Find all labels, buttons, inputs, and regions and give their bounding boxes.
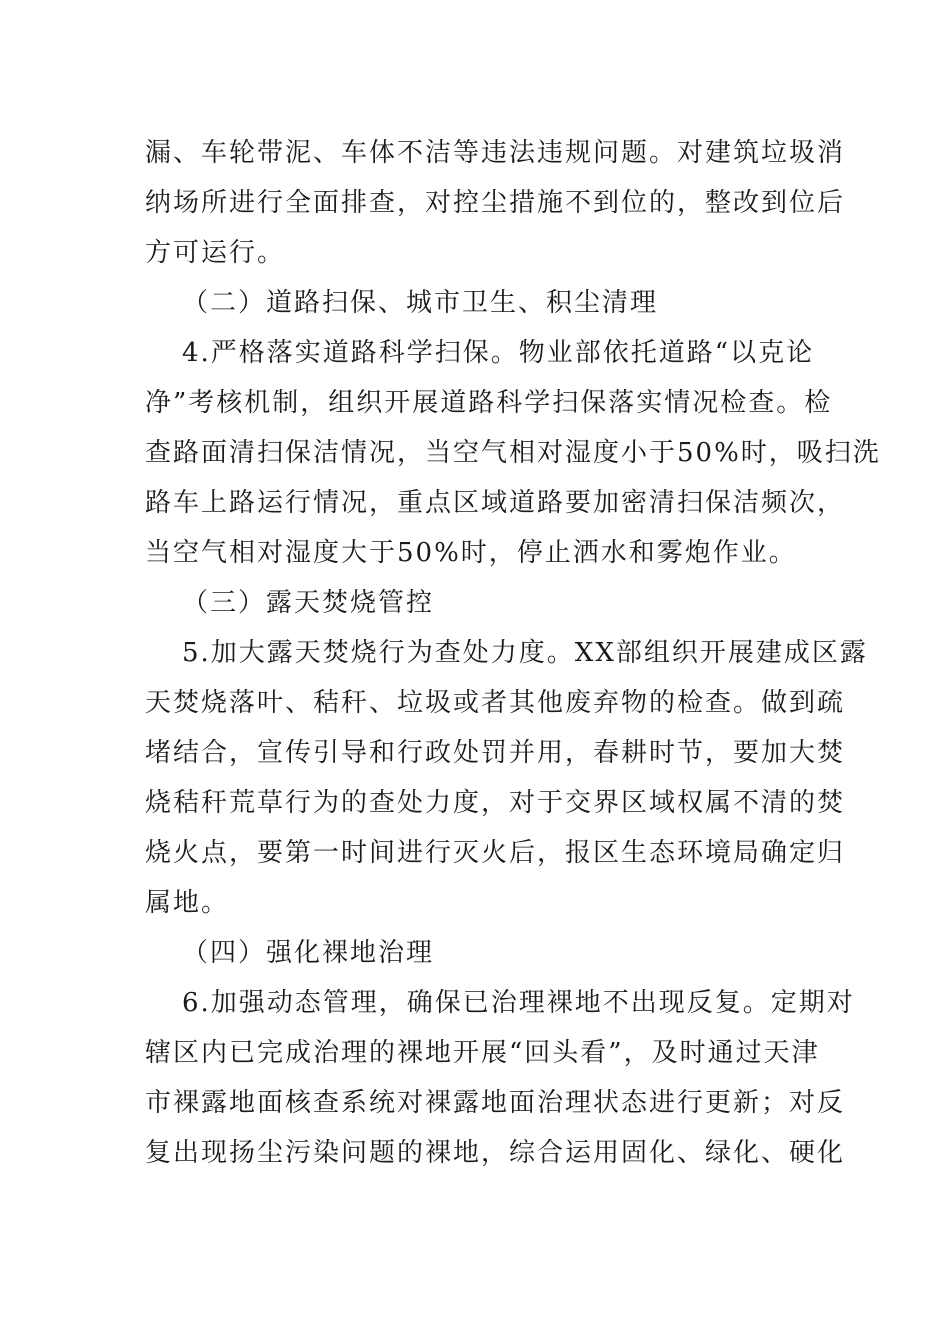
body-text-line: 方可运行。 bbox=[145, 238, 286, 268]
body-text-line: 属地。 bbox=[145, 888, 230, 918]
section-heading: （三）露天焚烧管控 bbox=[182, 588, 435, 618]
body-text-line: 路车上路运行情况，重点区域道路要加密清扫保洁频次， bbox=[145, 488, 846, 518]
body-text-line: 纳场所进行全面排查，对控尘措施不到位的，整改到位后 bbox=[145, 188, 846, 218]
section-heading: （二）道路扫保、城市卫生、积尘清理 bbox=[182, 288, 659, 318]
paragraph-start-line: 6.加强动态管理，确保已治理裸地不出现反复。定期对 bbox=[182, 988, 855, 1018]
body-text-line: 市裸露地面核查系统对裸露地面治理状态进行更新；对反 bbox=[145, 1088, 846, 1118]
body-text-line: 烧火点，要第一时间进行灭火后，报区生态环境局确定归 bbox=[145, 838, 846, 868]
paragraph-start-line: 4.严格落实道路科学扫保。物业部依托道路“以克论 bbox=[182, 338, 815, 368]
body-text-line: 当空气相对湿度大于50%时，停止洒水和雾炮作业。 bbox=[145, 538, 797, 568]
body-text-line: 漏、车轮带泥、车体不洁等违法违规问题。对建筑垃圾消 bbox=[145, 138, 846, 168]
section-heading: （四）强化裸地治理 bbox=[182, 938, 435, 968]
body-text-line: 查路面清扫保洁情况，当空气相对湿度小于50%时，吸扫洗 bbox=[145, 438, 881, 468]
body-text-line: 辖区内已完成治理的裸地开展“回头看”，及时通过天津 bbox=[145, 1038, 820, 1068]
body-text-line: 烧秸秆荒草行为的查处力度，对于交界区域权属不清的焚 bbox=[145, 788, 846, 818]
body-text-line: 复出现扬尘污染问题的裸地，综合运用固化、绿化、硬化 bbox=[145, 1138, 846, 1168]
paragraph-start-line: 5.加大露天焚烧行为查处力度。XX部组织开展建成区露 bbox=[182, 638, 868, 668]
body-text-line: 净”考核机制，组织开展道路科学扫保落实情况检查。检 bbox=[145, 388, 833, 418]
body-text-line: 天焚烧落叶、秸秆、垃圾或者其他废弃物的检查。做到疏 bbox=[145, 688, 846, 718]
body-text-line: 堵结合，宣传引导和行政处罚并用，春耕时节，要加大焚 bbox=[145, 738, 846, 768]
